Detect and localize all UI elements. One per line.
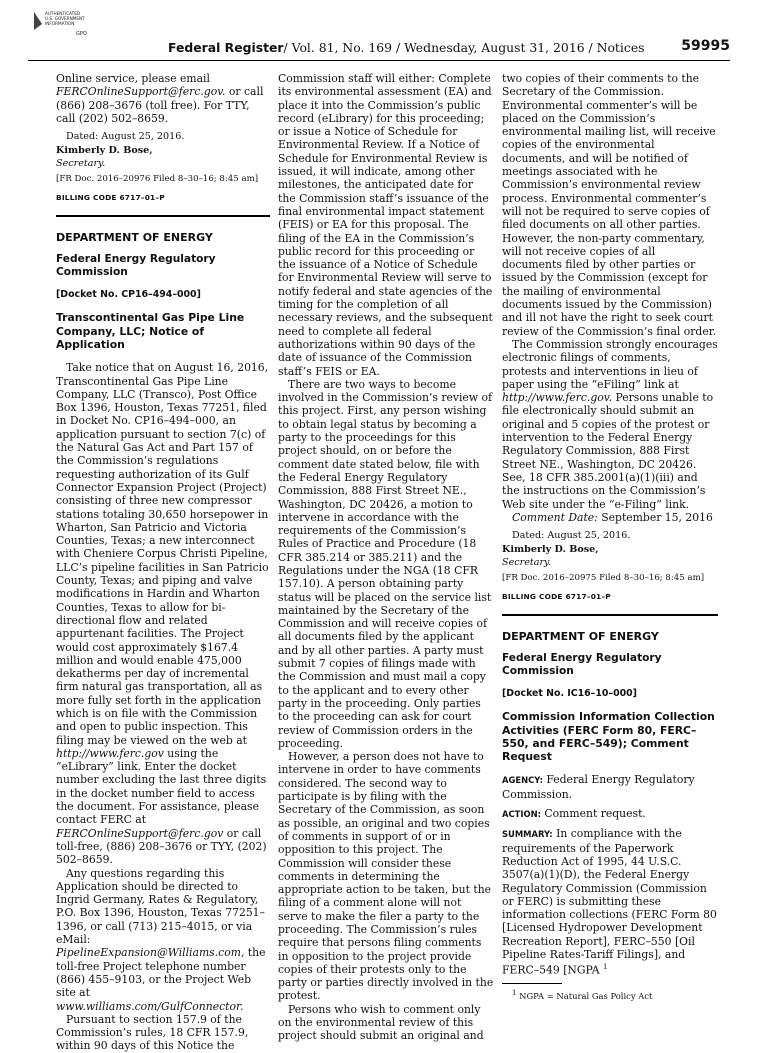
action-field — [502, 807, 718, 821]
signer-title: Secretary. — [502, 556, 552, 568]
field-value: Federal Energy Regulatory Commission. — [502, 773, 695, 801]
billing-code: BILLING CODE 6717–01–P — [56, 193, 165, 203]
text: The Commission strongly encourages electronic filings of comments, protests and interventions in lieu of paper using the “eFiling” link at — [502, 337, 718, 391]
fr-doc-citation: [FR Doc. 2016–20975 Filed 8–30–16; 8:45 am] — [502, 573, 705, 584]
signer-name: Kimberly D. Bose, — [56, 144, 153, 156]
signer-name: Kimberly D. Bose, — [502, 543, 599, 555]
publication-name: Federal Register — [168, 40, 284, 55]
body-paragraph: However, a person does not have to intervene in order to have comments considered. The second way to participate is by filing with the Secretary of the Commission, as soon as possible, an original and two copies of comments in support of or in opposition to this project. The Commission will consider these comments in determining the appropriate action to be taken, but the filing of a comment alone will not serve to make the filer a party to the proceeding. The Commission’s rules require that persons filing comments in opposition to the project provide copies of their protests only to the party or parties directly involved in the protest. — [278, 750, 494, 1003]
field-label: ACTION: — [502, 809, 541, 820]
body-paragraph: Persons who wish to comment only on the environmental review of this project should submit an original and — [278, 1002, 484, 1043]
body-paragraph: Pursuant to section 157.9 of the Commission’s rules, 18 CFR 157.9, within 90 days of this Notice the — [56, 1012, 249, 1053]
project-web-link[interactable]: www.williams.com/GulfConnector. — [56, 999, 244, 1013]
ferc-web-link[interactable]: http://www.ferc.gov. — [502, 391, 613, 405]
agency-heading: Federal Energy Regulatory Commission — [502, 651, 662, 677]
department-heading: DEPARTMENT OF ENERGY — [56, 230, 213, 244]
notice-title: Commission Information Collection Activities (FERC Form 80, FERC–550, and FERC–549); Comment Request — [502, 710, 715, 764]
comment-date-label: Comment Date: — [512, 510, 598, 524]
footnote-number: 1 — [512, 989, 517, 998]
column-3 — [502, 72, 718, 1003]
seal-line-4: GPO — [76, 31, 87, 37]
comment-date — [502, 511, 718, 524]
field-label: AGENCY: — [502, 775, 543, 786]
fr-doc-citation: [FR Doc. 2016–20976 Filed 8–30–16; 8:45 am] — [56, 174, 259, 185]
text: Any questions regarding this Application should be directed to Ingrid Germany, Rates & Regulatory, P.O. Box 1396, Houston, Texas 77251–1396, or call (713) 215–4015, or via eMail: — [56, 866, 265, 947]
footnote-divider — [502, 983, 562, 984]
signature-date: Dated: August 25, 2016. — [512, 530, 631, 542]
body-paragraph — [502, 338, 718, 511]
seal-line-2: U.S. GOVERNMENT — [45, 16, 85, 21]
body-paragraph — [56, 867, 270, 1013]
body-paragraph: There are two ways to become involved in the Commission’s review of this project. First, any person wishing to obtain legal status by becoming a party to the proceedings for this project should, on or before the comment date stated below, file with the Federal Energy Regulatory Commission, 888 First Street NE., Washington, DC 20426, a motion to intervene in accordance with the requirements of the Commission’s Rules of Practice and Procedure (18 CFR 385.214 or 385.211) and the Regulations under the NGA (18 CFR 157.10). A person obtaining party status will be placed on the service list maintained by the Secretary of the Commission and will receive copies of all documents filed by the applicant and by all other parties. A party must submit 7 copies of filings made with the Commission and must mail a copy to the applicant and to every other party in the proceeding. Only parties to the proceeding can ask for court review of Commission orders in the proceeding. — [278, 377, 492, 750]
notice-title: Transcontinental Gas Pipe Line Company, LLC; Notice of Application — [56, 311, 245, 351]
summary-field — [502, 827, 718, 977]
gpo-authenticated-seal — [28, 8, 112, 38]
page-number: 59995 — [681, 38, 730, 54]
seal-line-3: INFORMATION — [45, 21, 75, 26]
agency-heading: Federal Energy Regulatory Commission — [56, 253, 216, 279]
field-value: In compliance with the requirements of the Paperwork Reduction Act of 1995, 44 U.S.C. 3507(a)(1)(D), the Federal Energy Regulatory Commission (Commission or FERC) is submitting these information collections (FERC Form 80 [Licensed Hydropower Development Recreation Report], FERC–550 [Oil Pipeline Rates-Tariff Filings], and FERC–549 [NGPA — [502, 827, 717, 977]
text: Persons unable to file electronically should submit an original and 5 copies of the protest or intervention to the Federal Energy Regulatory Commission, 888 First Street NE., Washington, DC 20426. See, 18 CFR 385.2001(a)(1)(iii) and the instructions on the Commission’s Web site under the “e-Filing” link. — [502, 391, 714, 511]
footnote-ref[interactable]: 1 — [603, 963, 608, 972]
text: using the “eLibrary” link. Enter the docket number excluding the last three digits in the docket number field to access the document. For assistance, please contact FERC at — [56, 746, 267, 827]
department-heading: DEPARTMENT OF ENERGY — [502, 629, 659, 643]
text: the toll-free Project telephone number (866) 455–9103, or the Project Web site at — [56, 946, 266, 1000]
signer-title: Secretary. — [56, 157, 106, 169]
continued-paragraph — [56, 72, 270, 125]
footnote — [502, 987, 718, 1003]
field-value: Comment request. — [540, 807, 646, 821]
issue-info: / Vol. 81, No. 169 / Wednesday, August 31, 2016 / Notices — [283, 40, 645, 55]
page-header — [28, 40, 730, 61]
agency-field — [502, 773, 718, 801]
text: Online service, please email — [56, 72, 210, 85]
column-1 — [56, 72, 270, 1053]
body-paragraph — [56, 361, 270, 866]
comment-date-value: September 15, 2016 — [597, 510, 713, 524]
body-paragraph: Commission staff will either: Complete its environmental assessment (EA) and place it into the Commission’s public record (eLibrary) for this proceeding; or issue a Notice of Schedule for Environmental Review. If a Notice of Schedule for Environmental Review is issued, it will indicate, among other milestones, the anticipated date for the Commission staff’s issuance of the final environmental impact statement (FEIS) or EA for this proposal. The filing of the EA in the Commission’s public record for this proceeding or the issuance of a Notice of Schedule for Environmental Review will serve to notify federal and state agencies of the timing for the completion of all necessary reviews, and the subsequent need to complete all federal authorizations within 90 days of the date of issuance of the Commission staff’s FEIS or EA. — [278, 72, 493, 378]
section-divider — [502, 614, 718, 616]
gpo-seal-graphic — [28, 8, 112, 38]
signature-date: Dated: August 25, 2016. — [66, 131, 185, 143]
email-link[interactable]: FERCOnlineSupport@ferc.gov. — [56, 85, 226, 99]
ferc-web-link[interactable]: http://www.ferc.gov — [56, 746, 164, 760]
docket-number: [Docket No. IC16–10–000] — [502, 687, 637, 699]
field-label: SUMMARY: — [502, 829, 553, 840]
text: Take notice that on August 16, 2016, Transcontinental Gas Pipe Line Company, LLC (Transco), Post Office Box 1396, Houston, Texas 77251, filed in Docket No. CP16–494–000, an application pursuant to section 7(c) of the Natural Gas Act and Part 157 of the Commission’s regulations requesting authorization of its Gulf Connector Expansion Project (Project) consisting of three new compressor stations totaling 30,650 horsepower in Wharton, San Patricio and Victoria Counties, Texas; a new interconnect with Cheniere Corpus Christi Pipeline, LLC’s pipeline facilities in San Patricio County, Texas; and piping and valve modifications in Hardin and Wharton Counties, Texas to allow for bi-directional flow and related appurtenant facilities. The Project would cost approximately $167.4 million and would enable 475,000 dekatherms per day of incremental firm natural gas transportation, all as more fully set forth in the application which is on file with the Commission and open to public inspection. This filing may be viewed on the web at — [56, 361, 269, 747]
seal-line-1: AUTHENTICATED — [45, 11, 81, 16]
section-divider — [56, 215, 270, 217]
email-link[interactable]: PipelineExpansion@Williams.com, — [56, 946, 245, 960]
billing-code: BILLING CODE 6717–01–P — [502, 592, 611, 602]
column-2 — [278, 72, 494, 1043]
text: or call (866) 208–3676 (toll free). For TTY, call (202) 502–8659. — [56, 85, 264, 125]
docket-number: [Docket No. CP16–494–000] — [56, 289, 201, 301]
footnote-text: NGPA = Natural Gas Policy Act — [516, 991, 653, 1002]
header-title — [168, 40, 645, 55]
body-paragraph: two copies of their comments to the Secretary of the Commission. Environmental commenter’s will be placed on the Commission’s environmental mailing list, will receive copies of the environmental documents, and will be notified of meetings associated with he Commission’s environmental review process. Environmental commenter’s will not be required to serve copies of filed documents on all other parties. However, the non-party commentary, will not receive copies of all documents filed by other parties or issued by the Commission (except for the mailing of environmental documents issued by the Commission) and ill not have the right to seek court review of the Commission’s final order. — [502, 72, 717, 338]
email-link[interactable]: FERCOnlineSupport@ferc.gov — [56, 826, 224, 840]
text: or call toll-free, (886) 208–3676 or TYY, (202) 502–8659. — [56, 826, 267, 867]
